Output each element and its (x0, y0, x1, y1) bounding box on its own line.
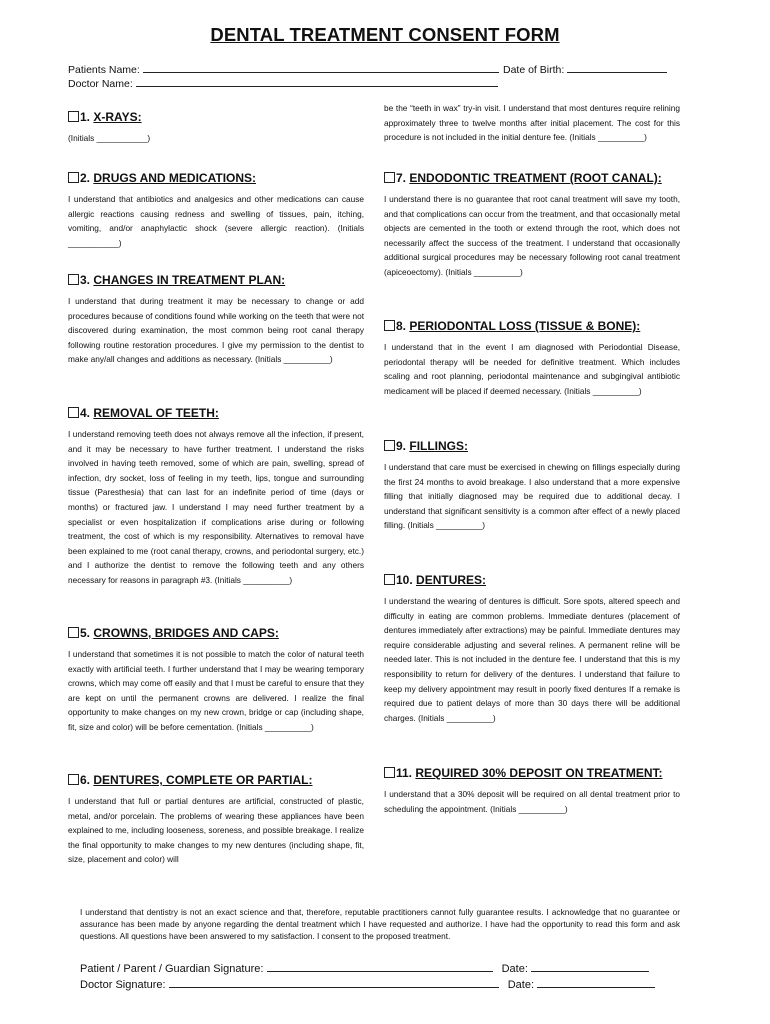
section-heading: ENDODONTIC TREATMENT (ROOT CANAL): (409, 171, 662, 185)
section-number: 1. (80, 110, 91, 124)
patient-signature-label: Patient / Parent / Guardian Signature: (80, 963, 264, 975)
section-text: I understand the wearing of dentures is difficult. Sore spots, altered speech and difficulty in eating are common problems. Immediate dentures (placement of dentures immediately after extractions) may be painful. Immediate dentures may require considerable adjusting and several relines. A permanent reline will be needed later. This is not included in the denture fee. I understand that this is my responsibility to return for delivery of the dentures. I understand that failure to keep my delivery appointment may result in poorly fixed dentures If a remake is required due to patient delays of more than 30 days there will be additional charges. (Initials __________) (384, 596, 680, 723)
section-text: I understand that sometimes it is not possible to match the color of natural teeth exactly with artificial teeth. I further understand that I may be wearing temporary crowns, which may come off easily and that I must be careful to ensure that they are kept on until the permanent crowns are delivered. I realize the final opportunity to make changes on my new crown, bridge or cap (including shape, fit, size and color) will be before cementation. (Initials __________) (68, 649, 364, 732)
dentures-checkbox[interactable] (384, 574, 395, 585)
date-of-birth-row (503, 62, 667, 76)
changes-checkbox[interactable] (68, 274, 79, 285)
form-title: DENTAL TREATMENT CONSENT FORM (210, 24, 560, 45)
deposit-checkbox[interactable] (384, 767, 395, 778)
date-of-birth-field[interactable] (567, 62, 667, 73)
doctor-signature-field[interactable] (169, 977, 499, 988)
section-number: 3. (80, 273, 91, 287)
doctor-date-label: Date: (507, 979, 535, 991)
periodontal-checkbox[interactable] (384, 320, 395, 331)
section-text: I understand that during treatment it may be necessary to change or add procedures because of conditions found while working on the teeth that were not discovered during examination, the most common being root canal therapy following routine restoration procedures. I give my permission to the dentist to make any/all changes and additions as necessary. (Initials __________) (68, 296, 364, 365)
patients-name-label: Patients Name: (68, 64, 140, 76)
section-number: 7. (396, 171, 407, 185)
date-of-birth-label: Date of Birth: (503, 64, 565, 76)
fillings-checkbox[interactable] (384, 440, 395, 451)
crowns-checkbox[interactable] (68, 627, 79, 638)
section-heading: REMOVAL OF TEETH: (93, 406, 219, 420)
section-number: 6. (80, 773, 91, 787)
section-dentures-complete (68, 773, 364, 867)
section-text: I understand that a 30% deposit will be required on all dental treatment prior to scheduling the appointment. (Initials __________) (384, 789, 680, 814)
section-xrays (68, 110, 364, 146)
doctor-signature-row (80, 977, 655, 991)
section-heading: CHANGES IN TREATMENT PLAN: (93, 273, 286, 287)
section-endodontic (384, 171, 680, 280)
xrays-checkbox[interactable] (68, 111, 79, 122)
section-heading: DRUGS AND MEDICATIONS: (93, 171, 257, 185)
section-dentures-complete-continued (384, 101, 680, 145)
section-text: I understand there is no guarantee that root canal treatment will save my tooth, and that complications can occur from the treatment, and that occasionally metal objects are cemented in the tooth or extend through the root, which does not necessarily affect the success of the treatment. I understand that occasionally additional surgical procedures may be necessary following root canal treatment (apiceoectomy). (Initials __________) (384, 194, 680, 277)
section-number: 2. (80, 171, 91, 185)
doctor-name-row (68, 76, 498, 90)
section-heading: X-RAYS: (93, 110, 142, 124)
section-dentures (384, 573, 680, 725)
section-text: (Initials ___________) (68, 133, 151, 143)
patient-date-field[interactable] (531, 961, 649, 972)
section-changes (68, 273, 364, 367)
section-heading: REQUIRED 30% DEPOSIT ON TREATMENT: (415, 766, 663, 780)
section-number: 10. (396, 573, 413, 587)
section-removal (68, 406, 364, 588)
consent-statement: I understand that dentistry is not an exact science and that, therefore, reputable practitioners cannot fully guarantee results. I acknowledge that no guarantee or assurance has been made by anyone regarding the dental treatment which I have requested and authorize. I have had the opportunity to read this form and ask questions. All questions have been answered to my satisfaction. I consent to the proposed treatment. (80, 907, 680, 941)
section-number: 11. (396, 766, 413, 780)
section-fillings (384, 439, 680, 533)
dentures-complete-checkbox[interactable] (68, 774, 79, 785)
endodontic-checkbox[interactable] (384, 172, 395, 183)
section-number: 4. (80, 406, 91, 420)
section-heading: PERIODONTAL LOSS (TISSUE & BONE): (409, 319, 641, 333)
patients-name-field[interactable] (143, 62, 499, 73)
patient-signature-row (80, 961, 649, 975)
section-heading: CROWNS, BRIDGES AND CAPS: (93, 626, 279, 640)
doctor-name-label: Doctor Name: (68, 78, 133, 90)
section-text: I understand that in the event I am diagnosed with Periodontial Disease, periodontal therapy will be needed for definitive treatment. Which includes scaling and root planning, periodontal maintenance and subgingival antibiotic medicament will be placed if deemed necessary. (Initials __________) (384, 342, 680, 396)
doctor-signature-label: Doctor Signature: (80, 979, 166, 991)
section-number: 8. (396, 319, 407, 333)
removal-checkbox[interactable] (68, 407, 79, 418)
section-deposit (384, 766, 680, 816)
section-crowns (68, 626, 364, 735)
section-heading: DENTURES, COMPLETE OR PARTIAL: (93, 773, 313, 787)
drugs-checkbox[interactable] (68, 172, 79, 183)
patients-name-row (68, 62, 499, 76)
section-number: 5. (80, 626, 91, 640)
section-text: I understand that antibiotics and analgesics and other medications can cause allergic reactions causing redness and swelling of tissues, pain, itching, vomiting, and/or anaphylactic shock (severe allergic reaction). (Initials ___________) (68, 194, 364, 248)
patient-signature-field[interactable] (267, 961, 493, 972)
section-text: I understand removing teeth does not always remove all the infection, if present, and it may be necessary to have further treatment. I understand the risks involved in having teeth removed, some of which are pain, swelling, spread of infection, dry socket, loss of feeling in my teeth, lips, tongue and surrounding tissue (Paresthesia) that can last for an indefinite period of time (days or months) or fractured jaw. I understand I may need further treatment by a specialist or even hospitalization if complications arise during or following treatment, the cost of which is my responsibility. Alternatives to removal have been explained to me (root canal therapy, crowns, and periodontal surgery, etc.) and I authorize the dentist to remove the following teeth and any others necessary for reasons in paragraph #3. (Initials __________) (68, 429, 364, 585)
patient-date-label: Date: (501, 963, 528, 975)
section-number: 9. (396, 439, 407, 453)
doctor-name-field[interactable] (136, 76, 498, 87)
section-text: I understand that full or partial dentures are artificial, constructed of plastic, metal, and/or porcelain. The problems of wearing these appliances have been explained to me, including looseness, soreness, and possible breakage. I realize the final opportunity to make changes to my new dentures (including shape, fit, size, placement and color) will (68, 796, 364, 865)
section-text: I understand that care must be exercised in chewing on fillings especially during the first 24 months to avoid breakage. I also understand that a more expensive filling that initially diagnosed may be required due to additional decay. I understand that significant sensitivity is a common after effect of a newly placed filling. (Initials __________) (384, 462, 680, 531)
section-heading: FILLINGS: (409, 439, 469, 453)
doctor-date-field[interactable] (537, 977, 655, 988)
section-heading: DENTURES: (416, 573, 487, 587)
section-drugs (68, 171, 364, 250)
section-text: be the “teeth in wax” try-in visit. I understand that most dentures require relining approximately three to twelve months after initial placement. The cost for this procedure is not included in the initial denture fee. (Initials __________) (384, 103, 680, 143)
section-periodontal (384, 319, 680, 398)
